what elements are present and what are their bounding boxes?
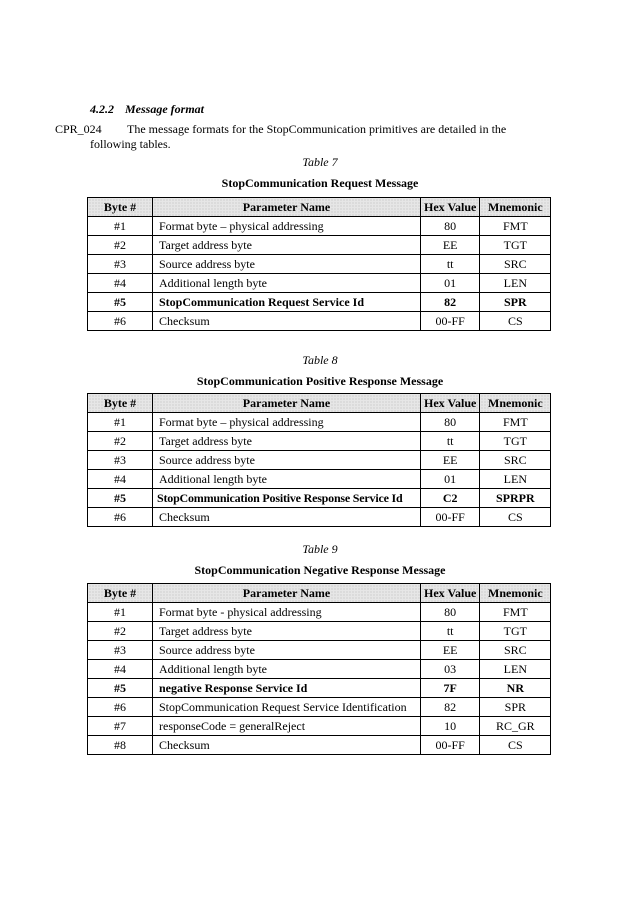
header-mnemonic: Mnemonic: [480, 198, 551, 217]
parameter-cell: StopCommunication Positive Response Service Id: [153, 489, 421, 508]
table-row: [88, 489, 551, 508]
mnemonic-cell: LEN: [480, 660, 551, 679]
header-mnemonic: Mnemonic: [480, 584, 551, 603]
byte-cell: #7: [88, 717, 153, 736]
table-row: [88, 698, 551, 717]
table-row: [88, 217, 551, 236]
section-heading: [90, 102, 204, 117]
mnemonic-cell: LEN: [480, 470, 551, 489]
header-byte: Byte #: [88, 584, 153, 603]
parameter-cell: Additional length byte: [153, 274, 421, 293]
parameter-cell: responseCode = generalReject: [153, 717, 421, 736]
table-row: [88, 432, 551, 451]
byte-cell: #1: [88, 217, 153, 236]
table-row: [88, 413, 551, 432]
table-header-row: [88, 584, 551, 603]
section-number: 4.2.2: [90, 102, 114, 116]
byte-cell: #1: [88, 603, 153, 622]
mnemonic-cell: FMT: [480, 603, 551, 622]
table-row: [88, 603, 551, 622]
mnemonic-cell: RC_GR: [480, 717, 551, 736]
parameter-cell: Checksum: [153, 312, 421, 331]
hex-cell: 80: [421, 413, 480, 432]
requirement-text-line2: following tables.: [90, 137, 171, 151]
requirement-id: CPR_024: [55, 122, 102, 136]
mnemonic-cell: SRC: [480, 451, 551, 470]
message-table-negative-response: [87, 583, 551, 755]
parameter-cell: Checksum: [153, 508, 421, 527]
table-header-row: [88, 394, 551, 413]
parameter-cell: Source address byte: [153, 641, 421, 660]
byte-cell: #4: [88, 470, 153, 489]
hex-cell: 00-FF: [421, 312, 480, 331]
mnemonic-cell: SPR: [480, 293, 551, 312]
parameter-cell: Target address byte: [153, 622, 421, 641]
table-row: [88, 508, 551, 527]
table-row: [88, 717, 551, 736]
byte-cell: #4: [88, 274, 153, 293]
table-row: [88, 736, 551, 755]
table-row: [88, 470, 551, 489]
table-row: [88, 622, 551, 641]
parameter-cell: StopCommunication Request Service Id: [153, 293, 421, 312]
table-row: [88, 293, 551, 312]
mnemonic-cell: FMT: [480, 217, 551, 236]
byte-cell: #3: [88, 451, 153, 470]
mnemonic-cell: LEN: [480, 274, 551, 293]
parameter-cell: Format byte – physical addressing: [153, 413, 421, 432]
hex-cell: tt: [421, 432, 480, 451]
header-hex-value: Hex Value: [421, 584, 480, 603]
message-table-request: [87, 197, 551, 331]
header-hex-value: Hex Value: [421, 198, 480, 217]
table-row: [88, 451, 551, 470]
hex-cell: EE: [421, 641, 480, 660]
mnemonic-cell: TGT: [480, 432, 551, 451]
byte-cell: #8: [88, 736, 153, 755]
hex-cell: EE: [421, 451, 480, 470]
mnemonic-cell: TGT: [480, 236, 551, 255]
table-row: [88, 679, 551, 698]
byte-cell: #4: [88, 660, 153, 679]
table-title: StopCommunication Request Message: [221, 176, 419, 190]
header-byte: Byte #: [88, 198, 153, 217]
header-mnemonic: Mnemonic: [480, 394, 551, 413]
mnemonic-cell: NR: [480, 679, 551, 698]
table-header-row: [88, 198, 551, 217]
table-title: StopCommunication Negative Response Message: [194, 563, 446, 577]
parameter-cell: Additional length byte: [153, 470, 421, 489]
mnemonic-cell: FMT: [480, 413, 551, 432]
byte-cell: #3: [88, 255, 153, 274]
mnemonic-cell: CS: [480, 736, 551, 755]
hex-cell: 80: [421, 603, 480, 622]
hex-cell: 03: [421, 660, 480, 679]
parameter-cell: Format byte - physical addressing: [153, 603, 421, 622]
mnemonic-cell: CS: [480, 312, 551, 331]
byte-cell: #3: [88, 641, 153, 660]
table-row: [88, 660, 551, 679]
requirement-text-line1: The message formats for the StopCommunication primitives are detailed in the: [127, 122, 507, 136]
table-title: StopCommunication Positive Response Message: [196, 374, 444, 388]
parameter-cell: Source address byte: [153, 451, 421, 470]
hex-cell: EE: [421, 236, 480, 255]
table-row: [88, 255, 551, 274]
hex-cell: 00-FF: [421, 736, 480, 755]
header-parameter-name: Parameter Name: [153, 584, 421, 603]
parameter-cell: Source address byte: [153, 255, 421, 274]
parameter-cell: Additional length byte: [153, 660, 421, 679]
mnemonic-cell: TGT: [480, 622, 551, 641]
hex-cell: tt: [421, 255, 480, 274]
hex-cell: tt: [421, 622, 480, 641]
header-hex-value: Hex Value: [421, 394, 480, 413]
byte-cell: #5: [88, 489, 153, 508]
parameter-cell: StopCommunication Request Service Identification: [153, 698, 421, 717]
message-table-positive-response: [87, 393, 551, 527]
table-label: Table 7: [302, 155, 338, 169]
parameter-cell: negative Response Service Id: [153, 679, 421, 698]
table-label: Table 9: [302, 542, 338, 556]
byte-cell: #2: [88, 236, 153, 255]
hex-cell: 80: [421, 217, 480, 236]
parameter-cell: Target address byte: [153, 432, 421, 451]
mnemonic-cell: SPRPR: [480, 489, 551, 508]
parameter-cell: Checksum: [153, 736, 421, 755]
header-parameter-name: Parameter Name: [153, 198, 421, 217]
byte-cell: #1: [88, 413, 153, 432]
parameter-cell: Format byte – physical addressing: [153, 217, 421, 236]
section-title: Message format: [125, 102, 204, 116]
mnemonic-cell: SPR: [480, 698, 551, 717]
byte-cell: #5: [88, 679, 153, 698]
byte-cell: #2: [88, 432, 153, 451]
byte-cell: #6: [88, 698, 153, 717]
hex-cell: 7F: [421, 679, 480, 698]
hex-cell: C2: [421, 489, 480, 508]
byte-cell: #2: [88, 622, 153, 641]
header-byte: Byte #: [88, 394, 153, 413]
hex-cell: 01: [421, 470, 480, 489]
hex-cell: 00-FF: [421, 508, 480, 527]
mnemonic-cell: CS: [480, 508, 551, 527]
mnemonic-cell: SRC: [480, 255, 551, 274]
hex-cell: 82: [421, 293, 480, 312]
byte-cell: #6: [88, 312, 153, 331]
table-row: [88, 641, 551, 660]
table-row: [88, 312, 551, 331]
hex-cell: 82: [421, 698, 480, 717]
mnemonic-cell: SRC: [480, 641, 551, 660]
byte-cell: #6: [88, 508, 153, 527]
parameter-cell: Target address byte: [153, 236, 421, 255]
byte-cell: #5: [88, 293, 153, 312]
hex-cell: 01: [421, 274, 480, 293]
header-parameter-name: Parameter Name: [153, 394, 421, 413]
table-row: [88, 274, 551, 293]
table-label: Table 8: [302, 353, 338, 367]
table-row: [88, 236, 551, 255]
hex-cell: 10: [421, 717, 480, 736]
